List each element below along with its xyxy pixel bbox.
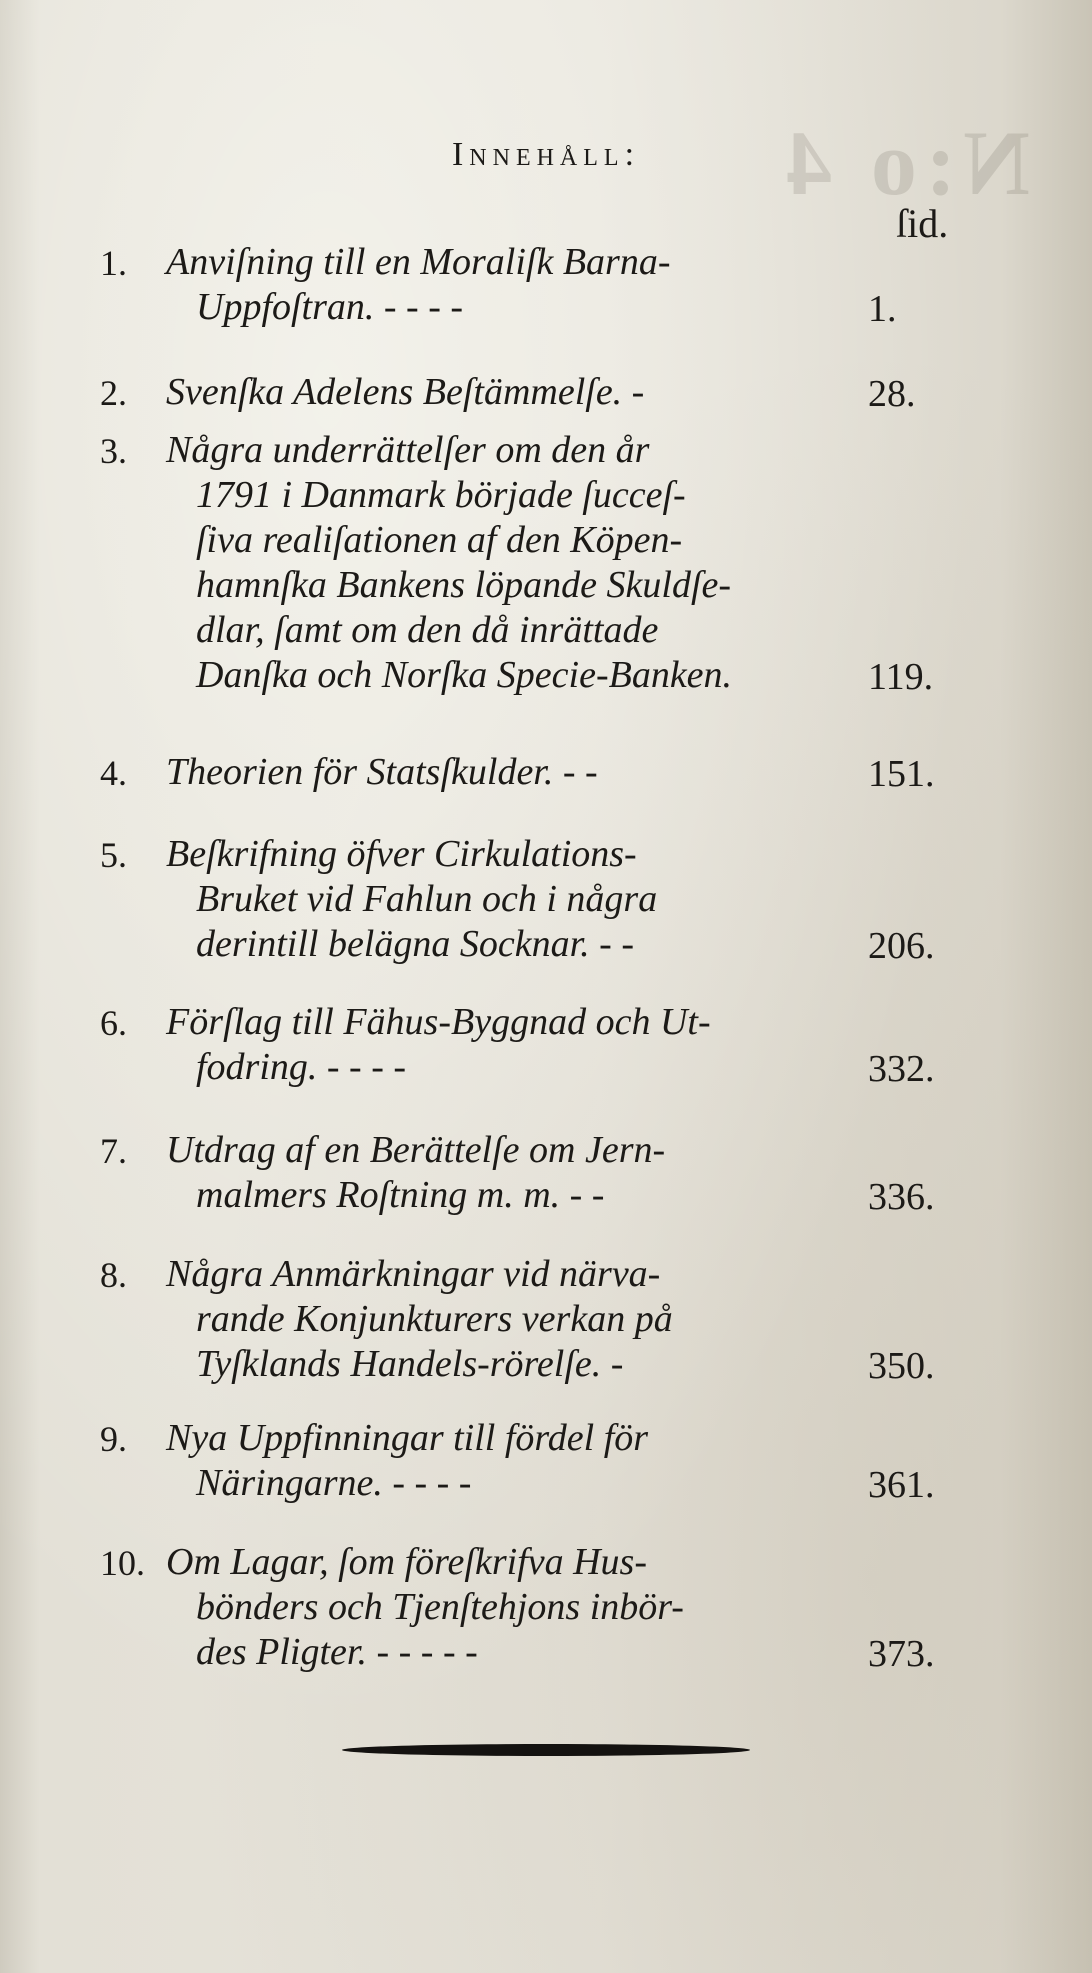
page-column-label: ſid. [896, 201, 949, 246]
toc-entry-title-line: Förſlag till Fähus-Byggnad och Ut- [166, 1001, 711, 1043]
toc-entry-title-line: Om Lagar, ſom föreſkrifva Hus- [166, 1541, 647, 1583]
toc-entry-title-line: fodring. - - - - [196, 1046, 407, 1088]
toc-entry-number: 4. [100, 753, 127, 793]
toc-entry-title-line: Danſka och Norſka Specie-Banken. [196, 654, 733, 696]
toc-entry-number: 2. [100, 373, 127, 413]
toc-entry-page-number: 151. [868, 753, 935, 795]
toc-entry-title-line: Näringarne. - - - - [196, 1462, 472, 1504]
toc-entry-page-number: 119. [868, 656, 934, 698]
toc-entry-title-line: hamnſka Bankens löpande Skuldſe- [196, 564, 732, 606]
toc-entry-page-number: 373. [868, 1633, 935, 1675]
toc-entry-title-line: Nya Uppfinningar till fördel för [166, 1417, 649, 1459]
toc-entry-page-number: 350. [868, 1345, 935, 1387]
toc-entry-title-line: Några underrättelſer om den år [166, 429, 650, 471]
bleed-through-shadow: N:o 4 [777, 112, 1030, 214]
toc-entry-title-line: 1791 i Danmark började ſucceſ- [196, 474, 686, 516]
toc-entry-page-number: 28. [868, 373, 916, 415]
toc-entry-title [166, 1000, 856, 1090]
toc-entry-number: 8. [100, 1255, 127, 1295]
toc-entry-title [166, 1252, 856, 1387]
toc-entry-title-line: bönders och Tjenſtehjons inbör- [196, 1586, 684, 1628]
toc-entry-title [166, 428, 856, 698]
toc-entry-title [166, 1540, 856, 1675]
toc-entry-title [166, 832, 856, 967]
toc-entry-title-line: dlar, ſamt om den då inrättade [196, 609, 659, 651]
toc-entry-page-number: 1. [868, 288, 897, 330]
toc-entry-title-line: Några Anmärkningar vid närva- [166, 1253, 661, 1295]
toc-entry-title-line: Anviſning till en Moraliſk Barna- [166, 241, 671, 283]
toc-entry-title-line: ſiva realiſationen af den Köpen- [196, 519, 683, 561]
toc-entry-title-line: rande Konjunkturers verkan på [196, 1298, 673, 1340]
toc-entry-number: 9. [100, 1419, 127, 1459]
toc-entry-title [166, 1416, 856, 1506]
toc-entry-title [166, 1128, 856, 1218]
toc-entry-page-number: 336. [868, 1176, 935, 1218]
toc-entry-title-line: Utdrag af en Berättelſe om Jern- [166, 1129, 666, 1171]
toc-entry-title-line: Svenſka Adelens Beſtämmelſe. - [166, 371, 645, 413]
toc-entry-number: 3. [100, 431, 127, 471]
toc-entry-number: 1. [100, 243, 127, 283]
page-heading: Innehåll: [451, 136, 641, 173]
toc-entry-title-line: Beſkrifning öfver Cirkulations- [166, 833, 637, 875]
toc-entry-page-number: 332. [868, 1048, 935, 1090]
toc-entry-title [166, 750, 856, 795]
toc-entry-title-line: Uppfoſtran. - - - - [196, 286, 464, 328]
toc-entry-title-line: Theorien för Statsſkulder. - - [166, 751, 598, 793]
toc-entry-number: 7. [100, 1131, 127, 1171]
toc-entry-title-line: des Pligter. - - - - - [196, 1631, 478, 1673]
toc-entry-title [166, 370, 856, 415]
toc-entry-number: 10. [100, 1543, 145, 1583]
toc-entry-page-number: 361. [868, 1464, 935, 1506]
ornamental-rule [342, 1744, 750, 1756]
toc-entry-title [166, 240, 856, 330]
toc-entry-number: 6. [100, 1003, 127, 1043]
toc-entry-number: 5. [100, 835, 127, 875]
toc-entry-title-line: Tyſklands Handels-rörelſe. - [196, 1343, 624, 1385]
toc-entry-title-line: derintill belägna Socknar. - - [196, 923, 634, 965]
toc-entry-page-number: 206. [868, 925, 935, 967]
toc-entry-title-line: malmers Roſtning m. m. - - [196, 1174, 605, 1216]
toc-entry-title-line: Bruket vid Fahlun och i några [196, 878, 658, 920]
